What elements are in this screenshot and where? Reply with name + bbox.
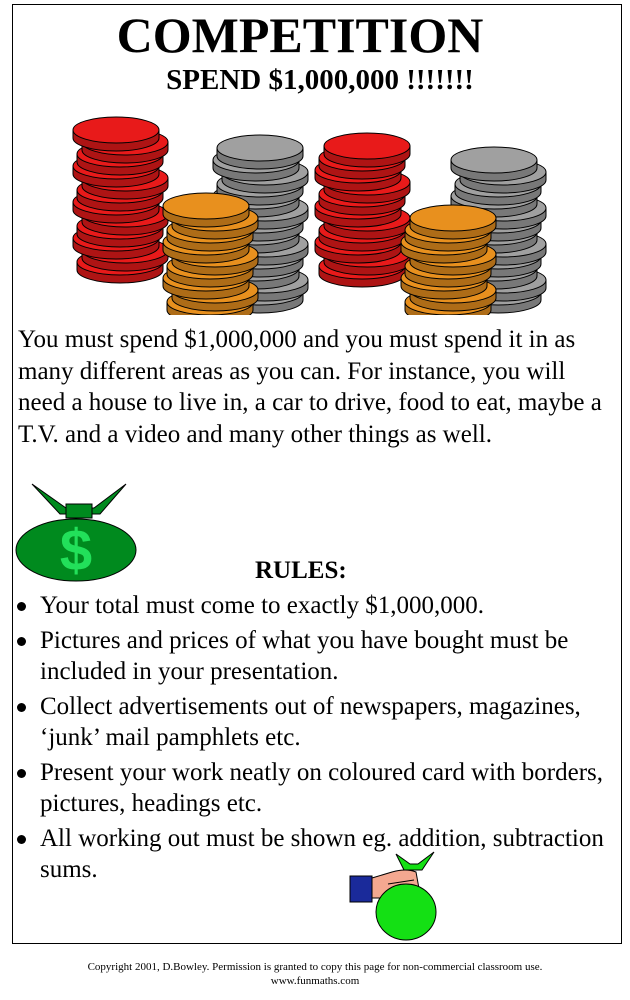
rule-item: [12, 823, 612, 885]
rule-item: [12, 757, 612, 819]
coin-stack: [401, 205, 496, 315]
rule-item: [12, 625, 612, 687]
rule-text: Present your work neatly on coloured card with borders, pictures, headings etc.: [40, 759, 604, 817]
page-title: COMPETITION: [116, 7, 484, 63]
rules-heading: RULES:: [255, 557, 347, 584]
website-link: www.funmaths.com: [270, 975, 360, 987]
bullet-icon: [17, 703, 26, 712]
rule-item: [12, 691, 612, 753]
bullet-icon: [17, 835, 26, 844]
coin-stack: [163, 193, 258, 315]
page-subtitle: SPEND $1,000,000 !!!!!!!: [166, 64, 474, 96]
hand-holding-money-bag-icon: [348, 850, 444, 942]
copyright-line: Copyright 2001, D.Bowley. Permission is granted to copy this page for non-commercial classroom use.: [87, 961, 543, 973]
coin-stack: [315, 133, 410, 287]
money-bag-icon: [14, 482, 144, 582]
dollar-sign-icon: $: [59, 518, 93, 582]
rule-item: [12, 590, 612, 621]
rule-text: Your total must come to exactly $1,000,000.: [40, 592, 484, 619]
intro-paragraph: You must spend $1,000,000 and you must spend it in as many different areas as you can. For instance, you will need a house to live in, a car to drive, food to eat, maybe a T.V. and a video and many other things as well.: [18, 326, 602, 448]
coin-stack: [73, 117, 168, 283]
rule-text: All working out must be shown eg. addition, subtraction sums.: [40, 825, 604, 883]
rules-list: [12, 590, 612, 889]
rule-text: Pictures and prices of what you have bought must be included in your presentation.: [40, 627, 569, 685]
bullet-icon: [17, 769, 26, 778]
bullet-icon: [17, 602, 26, 611]
copyright-notice: [0, 960, 630, 988]
coin-stacks-illustration: [70, 100, 560, 315]
rule-text: Collect advertisements out of newspapers, magazines, ‘junk’ mail pamphlets etc.: [40, 693, 581, 751]
bullet-icon: [17, 637, 26, 646]
